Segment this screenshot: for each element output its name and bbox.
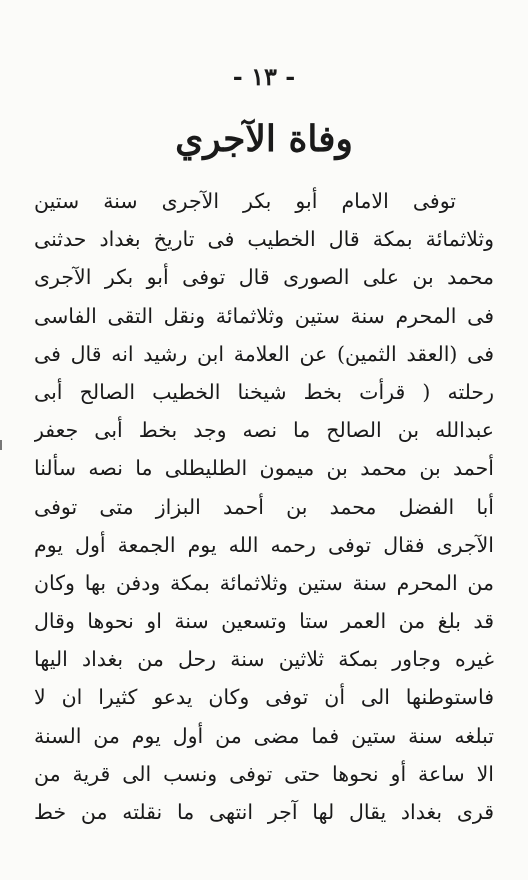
text-line: تبلغه سنة ستين فما مضى من أول يوم من السنة [34,723,494,748]
text-line: وثلاثمائة بمكة قال الخطيب فى تاريخ بغداد حدثنى [34,227,494,252]
text-line: محمد بن على الصورى قال توفى أبو بكر الآجرى [34,265,494,290]
text-line: من المحرم سنة ستين وثلاثمائة بمكة ودفن بها وكان [34,570,494,595]
text-line: عبدالله بن الصالح ما نصه وجد بخط أبى جعفر [34,418,494,443]
text-line: فى (العقد الثمين) عن العلامة ابن رشيد انه قال فى [34,341,494,366]
text-line: أبا الفضل محمد بن أحمد البزاز متى توفى [34,494,494,519]
text-line: توفى الامام أبو بكر الآجرى سنة ستين [34,189,456,213]
text-line: فى المحرم سنة ستين وثلاثمائة ونقل التقى الفاسى [34,303,494,328]
text-line: فاستوطنها الى أن توفى وكان يدعو كثيرا ان لا [34,685,494,710]
text-line: أحمد بن محمد بن ميمون الطليطلى ما نصه سألنا [34,456,494,481]
text-line: قرى بغداد يقال لها آجر انتهى ما نقلته من خط [34,800,494,824]
text-line: قد بلغ من العمر ستا وتسعين سنة او نحوها وقال [34,609,494,634]
page-edge-mark [0,440,2,450]
page-number: - ١٣ - [232,62,296,91]
text-line: غيره وجاور بمكة ثلاثين سنة رحل من بغداد اليها [34,647,494,672]
body-text [34,182,494,831]
text-line: الآجرى فقال توفى رحمه الله يوم الجمعة أول يوم [34,532,494,557]
text-line: رحلته ( قرأت بخط شيخنا الخطيب الصالح أبى [34,379,494,404]
chapter-title: وفاة الآجري [175,118,353,160]
text-line: الا ساعة أو نحوها حتى توفى ونسب الى قرية من [34,761,494,786]
